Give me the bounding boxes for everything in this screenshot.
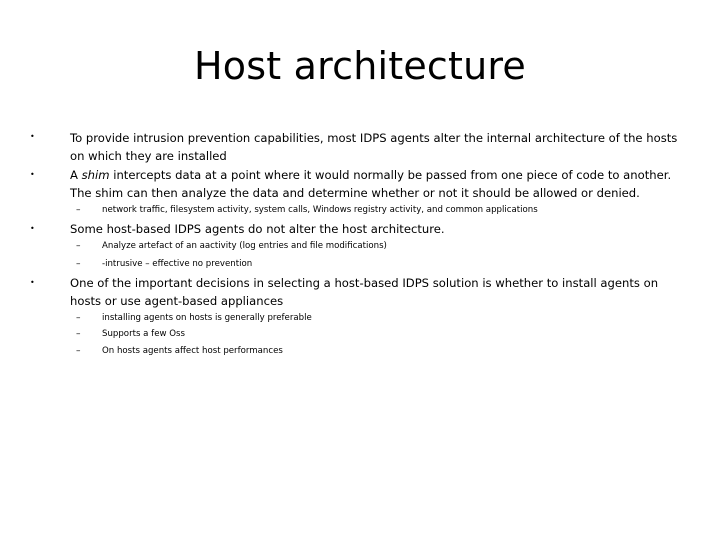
bullet-icon: • (30, 132, 35, 141)
sub-bullet-text: installing agents on hosts is generally preferable (102, 313, 312, 323)
sub-bullet-text: Supports a few Oss (102, 329, 185, 339)
bullet-icon: • (30, 170, 35, 179)
sub-bullet-text: On hosts agents affect host performances (102, 346, 283, 356)
bullet-text: Some host-based IDPS agents do not alter the host architecture. (70, 222, 445, 236)
dash-icon: – (76, 259, 81, 269)
dash-icon: – (76, 346, 81, 356)
sub-bullet-text: Analyze artefact of an aactivity (log entries and file modifications) (102, 241, 387, 251)
dash-icon: – (76, 313, 81, 323)
bullet-icon: • (30, 278, 35, 287)
sub-bullet-text: -intrusive – effective no prevention (102, 259, 253, 269)
slide-title: Host architecture (194, 44, 526, 88)
dash-icon: – (76, 205, 81, 215)
dash-icon: – (76, 329, 81, 339)
emphasis-text: shim (81, 168, 110, 182)
bullet-text: One of the important decisions in selecting a host-based IDPS solution is whether to install agents on hosts or use agent-based appliances (70, 276, 659, 308)
dash-icon: – (76, 241, 81, 251)
bullet-text: To provide intrusion prevention capabilities, most IDPS agents alter the internal architecture of the hosts on which they are installed (70, 131, 678, 163)
bullet-text: A shim intercepts data at a point where it would normally be passed from one piece of code to another. The shim can then analyze the data and determine whether or not it should be allowed or denied. (70, 168, 672, 200)
sub-bullet-text: network traffic, filesystem activity, system calls, Windows registry activity, and common applications (102, 205, 538, 215)
bullet-icon: • (30, 224, 35, 233)
